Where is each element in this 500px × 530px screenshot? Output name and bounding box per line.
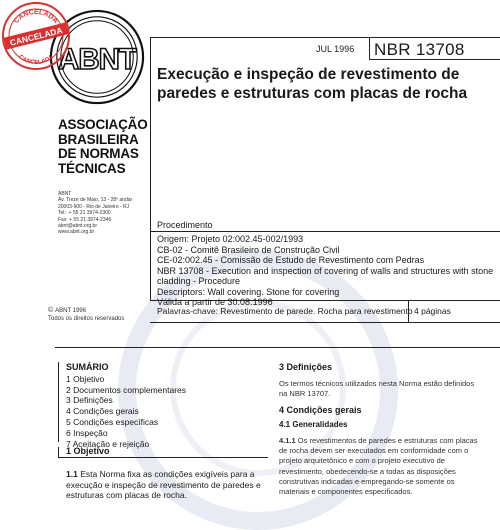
- address-line: Av. Treze de Maio, 13 - 28º andar: [58, 197, 133, 204]
- org-line: ASSOCIAÇÃO: [58, 117, 148, 132]
- page-count: 4 páginas: [414, 306, 451, 316]
- publication-date: JUL 1996: [316, 44, 355, 54]
- subsection-heading: 4.1 Generalidades: [279, 420, 348, 429]
- summary-item: 6 Inspeção: [66, 427, 108, 438]
- summary-item: 3 Definições: [66, 395, 113, 406]
- summary-item: 7 Aceitação e rejeição: [66, 438, 150, 449]
- descriptors-line: Descriptors: Wall covering. Stone for covering: [157, 286, 340, 297]
- paragraph-text: Esta Norma fixa as condições exigíveis para a execução e inspeção de revestimento de paredes e estruturas com placas de rocha.: [66, 469, 261, 500]
- stamp-band-text: CANCELADA: [8, 25, 64, 48]
- summary-item: 2 Documentos complementares: [66, 384, 187, 395]
- origin-line: CB-02 - Comitê Brasileiro de Construção Civil: [157, 244, 340, 255]
- origin-line: Origem: Projeto 02:002.45-002/1993: [157, 234, 304, 244]
- summary-item: 1 Objetivo: [66, 373, 105, 384]
- document-type: Procedimento: [157, 220, 213, 230]
- origin-line: NBR 13708 - Execution and inspection of covering of walls and structures with stone cladding - Procedure: [157, 265, 494, 286]
- document-title: Execução e inspeção de revestimento de paredes e estruturas com placas de rocha: [157, 66, 468, 102]
- paragraph: [66, 469, 266, 501]
- origin-block: [157, 234, 497, 308]
- org-line: DE NORMAS: [58, 146, 139, 161]
- paragraph: [279, 436, 484, 497]
- org-line: TÉCNICAS: [58, 160, 126, 176]
- definitions-section: [279, 362, 484, 399]
- standard-code: NBR 13708: [374, 40, 465, 59]
- paragraph-number: 4.1.1: [279, 436, 296, 445]
- summary-item: 4 Condições gerais: [66, 406, 139, 417]
- divider: [58, 457, 268, 458]
- divider: [150, 231, 500, 232]
- cancelada-stamp: [0, 0, 72, 72]
- paragraph-number: 1.1: [66, 469, 78, 479]
- address-line: Tel.: + 55 21 3974-2300: [58, 210, 111, 217]
- org-line: BRASILEIRA: [58, 131, 139, 147]
- section-heading: 4 Condições gerais: [279, 405, 362, 415]
- section-bar: [58, 447, 59, 457]
- address-line: Fax: + 55 21 3974-2346: [58, 216, 112, 223]
- keywords: Palavras-chave: Revestimento de parede. Rocha para revestimento: [157, 306, 413, 316]
- address-email: abnt@abnt.org.br: [58, 223, 97, 230]
- divider: [55, 347, 500, 348]
- logo-text: ABNT: [58, 42, 136, 76]
- stamp-top-text: CANCELADA: [12, 8, 60, 25]
- summary-heading: SUMÁRIO: [66, 362, 109, 372]
- copyright-icon: ©: [48, 307, 54, 314]
- summary: [66, 362, 266, 449]
- stamp-bottom-text: CANCELADA: [17, 54, 55, 67]
- copyright-line: ABNT 1996: [55, 308, 87, 314]
- paragraph-text: Os revestimentos de paredes e estruturas com placas de rocha devem ser executados em conformidade com o projeto arquitetônico e com o projeto executivo de revestimento, obedecendo-se a todas as disposições construtivas indicadas e empregando-se somente os materiais e componentes especificados.: [279, 436, 478, 497]
- organization-name: [58, 118, 148, 176]
- address-line: ABNT: [58, 191, 72, 197]
- address-block: [58, 191, 153, 236]
- section-heading: 3 Definições: [279, 362, 333, 372]
- validity-line: Válida a partir de 30.08.1996: [157, 297, 273, 307]
- svg-text:CANCELADA: [13, 9, 59, 25]
- copyright-rights: Todos os direitos reservados: [48, 315, 125, 322]
- copyright-block: [48, 307, 124, 323]
- summary-bar: [58, 362, 59, 442]
- address-website: www.abnt.org.br: [58, 229, 95, 236]
- origin-line: CE-02:002.45 - Comissão de Estudo de Revestimento com Pedras: [157, 255, 425, 265]
- section-heading: 1 Objetivo: [66, 446, 110, 456]
- summary-item: 5 Condições específicas: [66, 416, 159, 427]
- paragraph-text: Os termos técnicos utilizados nesta Norma estão definidos na NBR 13707.: [279, 378, 475, 398]
- svg-text:CANCELADA: [17, 54, 55, 66]
- address-line: 20003-900 - Rio de Janeiro - RJ: [58, 203, 130, 210]
- divider: [408, 300, 409, 323]
